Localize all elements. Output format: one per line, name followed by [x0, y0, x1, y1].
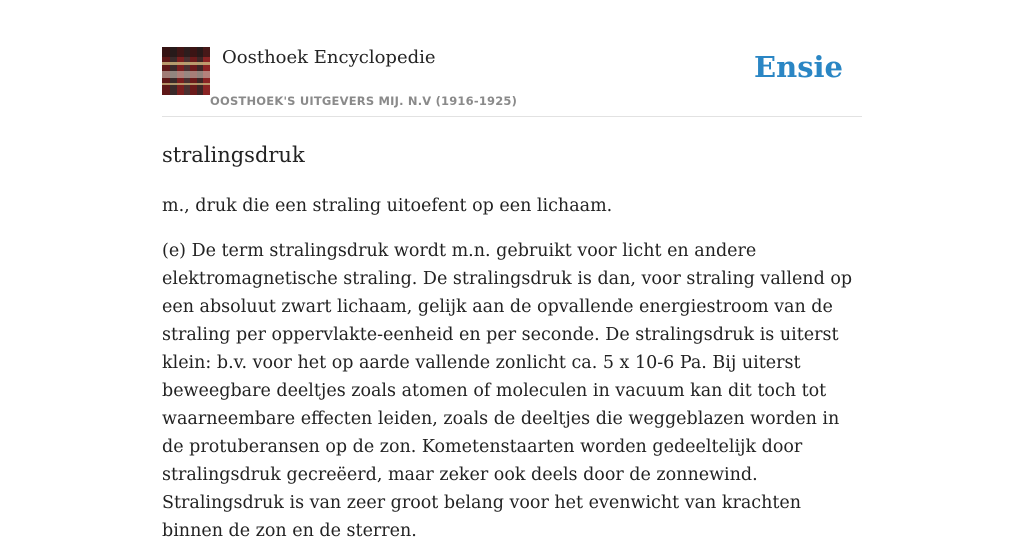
entry-explanation: (e) De term stralingsdruk wordt m.n. gebruikt voor licht en andere elektromagnetische straling. De stralingsdruk is dan, voor straling vallend op een absoluut zwart lichaam, gelijk aan de opvallende energiestroom van de straling per oppervlakte-eenheid en per seconde. De stralingsdruk is uiterst klein: b.v. voor het op aarde vallende zonlicht ca. 5 x 10-6 Pa. Bij uiterst beweegbare deeltjes zoals atomen of moleculen in vacuum kan dit toch tot waarneembare effecten leiden, zoals de deeltjes die weggeblazen worden in de protuberansen op de zon. Kometenstaarten worden gedeeltelijk door stralingsdruk gecreëerd, maar zeker ook deels door de zonnewind. Stralingsdruk is van zeer groot belang voor het evenwicht van krachten binnen de zon en de sterren.	[162, 241, 853, 541]
entry-title: stralingsdruk	[162, 143, 305, 167]
entry-header	[162, 44, 862, 117]
publication-avatar[interactable]	[162, 47, 210, 95]
ensie-logo-link[interactable]: Ensie	[754, 50, 843, 84]
entry-content	[162, 139, 862, 545]
entry-definition: m., druk die een straling uitoefent op een lichaam.	[162, 196, 613, 216]
publication-title-link[interactable]: Oosthoek Encyclopedie	[222, 47, 436, 68]
publication-subtitle: OOSTHOEK'S UITGEVERS MIJ. N.V (1916-1925)	[210, 94, 518, 108]
book-spines-icon	[162, 47, 210, 95]
